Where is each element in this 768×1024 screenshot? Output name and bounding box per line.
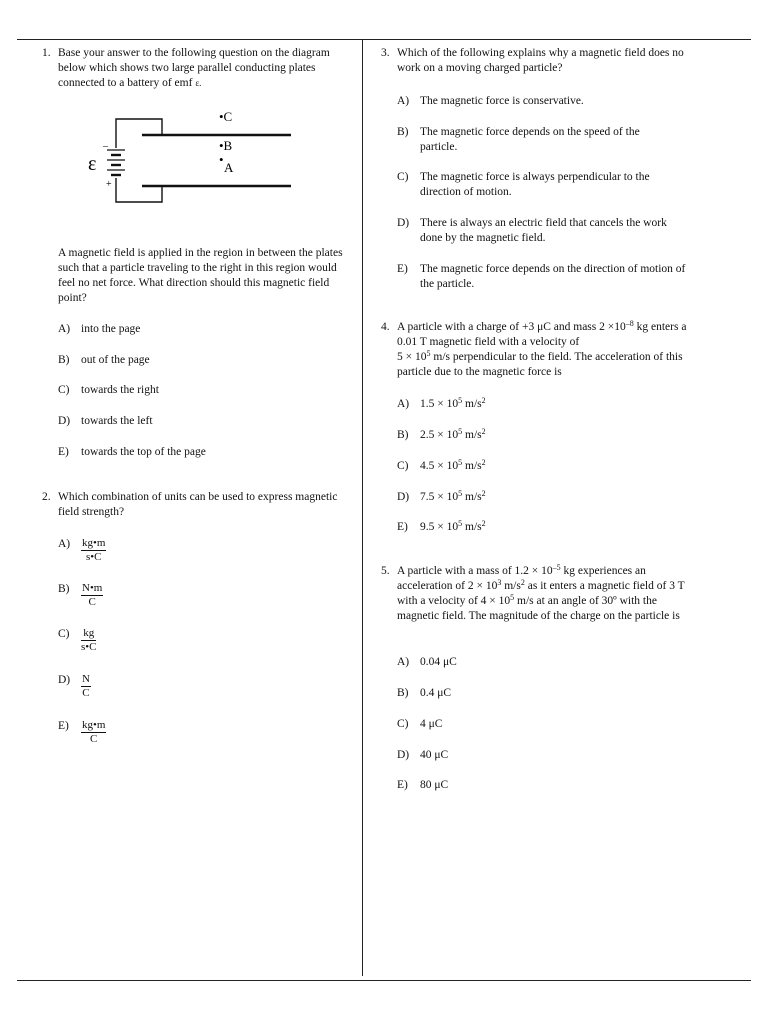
question-intro: Base your answer to the following question on the diagram below which shows two large parallel conducting plates connected to a battery of emf ε. [58, 47, 330, 89]
fraction: $\frac{N}{C}$ [82, 673, 90, 699]
option-text: 40 μC [420, 749, 449, 761]
fraction: $\frac{kg}{s•C}$ [81, 627, 97, 653]
option-text: 4 μC [420, 718, 443, 730]
option-label: C) [58, 384, 70, 396]
option-text: $9.5 \times 10^5$ $m/s^2$ [420, 519, 486, 533]
option-label: A) [58, 538, 71, 550]
option-label: E) [58, 720, 69, 732]
option-label: E) [397, 263, 408, 275]
emf-label: ε [88, 153, 97, 175]
option-text: The magnetic force depends on the direction of motion of the particle. [420, 263, 686, 290]
question-stem: Which of the following explains why a magnetic field does no work on a moving charged particle? [397, 47, 684, 74]
option-label: A) [397, 95, 410, 107]
option-label: C) [397, 171, 409, 183]
bottom-rule [17, 980, 751, 981]
option-text: towards the left [81, 415, 153, 427]
option-label: A) [397, 656, 410, 668]
question-stem: A particle with a charge of +3 μC and mass $2 \times 10^{-8}$ kg enters a 0.01 T magnetic field with a velocity of $5 \times 10^5$ m/s perpendicular to the field. The acceleration of this particle due to the magnetic force is [397, 319, 687, 378]
option-text: The magnetic force is conservative. [420, 95, 584, 107]
question-number: 1. [42, 47, 51, 59]
option-label: A) [58, 323, 71, 335]
circuit-diagram [80, 106, 320, 221]
option-text: $2.5 \times 10^5$ $m/s^2$ [420, 427, 486, 441]
question-number: 3. [381, 47, 390, 59]
option-label: D) [397, 491, 410, 503]
option-text: $1.5 \times 10^5$ $m/s^2$ [420, 396, 486, 410]
option-text: The magnetic force depends on the speed of the particle. [420, 126, 640, 153]
battery-minus-label: – [103, 141, 108, 152]
option-label: B) [397, 687, 409, 699]
option-label: E) [397, 521, 408, 533]
option-text: 0.4 μC [420, 687, 452, 699]
option-text: out of the page [81, 354, 150, 366]
option-label: D) [58, 415, 71, 427]
question-stem: A magnetic field is applied in the region in between the plates such that a particle traveling to the right in this region would feel no net force. What direction should this magnetic field point? [58, 247, 343, 304]
option-label: E) [58, 446, 69, 458]
point-a-dot: • [219, 152, 224, 167]
option-label: D) [397, 749, 410, 761]
option-label: B) [397, 126, 409, 138]
fraction: $\frac{kg•m}{C}$ [82, 719, 106, 745]
option-text: 80 μC [420, 779, 449, 791]
option-label: C) [397, 460, 409, 472]
option-text: 0.04 μC [420, 656, 457, 668]
column-divider [362, 39, 363, 976]
top-rule [17, 39, 751, 40]
point-b-label: •B [219, 138, 233, 153]
fraction: $\frac{N•m}{C}$ [82, 582, 103, 608]
top-wire [116, 119, 162, 148]
option-label: E) [397, 779, 408, 791]
option-label: B) [58, 354, 70, 366]
option-label: C) [397, 718, 409, 730]
fraction: $\frac{kg•m}{s•C}$ [82, 537, 106, 563]
question-stem: Which combination of units can be used to express magnetic field strength? [58, 491, 338, 518]
battery-plus-label: + [106, 179, 112, 190]
option-text: There is always an electric field that cancels the work done by the magnetic field. [420, 217, 667, 244]
bottom-wire [116, 178, 162, 202]
point-a-label: A [224, 160, 234, 175]
point-c-label: •C [219, 109, 233, 124]
option-label: D) [397, 217, 410, 229]
option-label: B) [58, 583, 70, 595]
battery-icon [107, 150, 125, 175]
option-label: C) [58, 628, 70, 640]
question-number: 4. [381, 321, 390, 333]
option-text: towards the top of the page [81, 446, 206, 458]
question-number: 2. [42, 491, 51, 503]
option-text: $7.5 \times 10^5$ $m/s^2$ [420, 489, 486, 503]
option-label: A) [397, 398, 410, 410]
option-text: towards the right [81, 384, 159, 396]
option-label: B) [397, 429, 409, 441]
option-text: The magnetic force is always perpendicular to the direction of motion. [420, 171, 650, 198]
question-stem: A particle with a mass of $1.2 \times 10^{-5}$ kg experiences an acceleration of $2 \times 10^3$ $m/s^2$ as it enters a magnetic field of 3 T with a velocity of $4 \times 10^5$ m/s at an angle of 30º with the magnetic field. The magnitude of the charge on the particle is [397, 563, 685, 622]
option-text: $4.5 \times 10^5$ $m/s^2$ [420, 458, 486, 472]
option-label: D) [58, 674, 71, 686]
option-text: into the page [81, 323, 141, 335]
question-number: 5. [381, 565, 390, 577]
